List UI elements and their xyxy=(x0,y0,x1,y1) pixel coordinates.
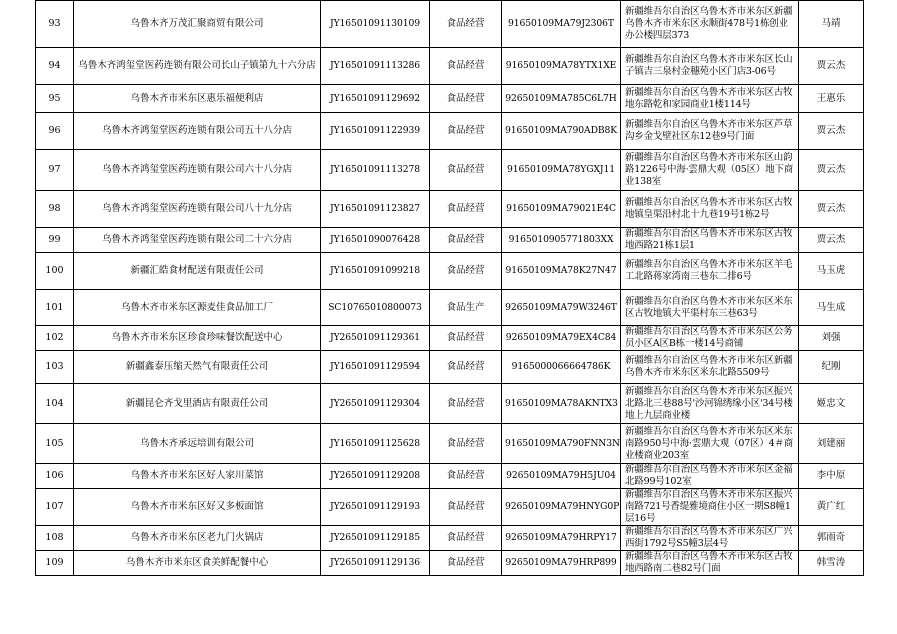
business-address-cell: 新疆维吾尔自治区乌鲁木齐市米东区芦草沟乡金戈壁社区东12巷9号门面 xyxy=(621,113,799,150)
business-category-cell: 食品经营 xyxy=(430,551,502,576)
license-number-cell: JY16501091130109 xyxy=(321,1,430,48)
entity-name-cell: 乌鲁木齐鸿玺堂医药连锁有限公司八十九分店 xyxy=(74,191,321,228)
business-category-cell: 食品经营 xyxy=(430,526,502,551)
licence-table xyxy=(35,0,864,576)
legal-representative-cell: 贾云杰 xyxy=(799,191,864,228)
table-row xyxy=(36,1,864,48)
business-address-cell: 新疆维吾尔自治区乌鲁木齐市米东区古牧地西路21栋1层1 xyxy=(621,228,799,253)
row-number-cell: 108 xyxy=(36,526,74,551)
license-number-cell: JY26501091129136 xyxy=(321,551,430,576)
business-address-cell: 新疆维吾尔自治区乌鲁木齐市米东区米东南路950号中海·雲鼎大观（07区）4＃商业楼商业203室 xyxy=(621,424,799,464)
business-category-cell: 食品经营 xyxy=(430,48,502,85)
entity-name-cell: 乌鲁木齐市米东区老九门火锅店 xyxy=(74,526,321,551)
credit-code-cell: 9165010905771803XX xyxy=(502,228,621,253)
legal-representative-cell: 郭雨奇 xyxy=(799,526,864,551)
business-address-cell: 新疆维吾尔自治区乌鲁木齐市米东区新疆乌鲁木齐市米东区永顺街478号1栋创业办公楼四层373 xyxy=(621,1,799,48)
license-number-cell: JY16501091122939 xyxy=(321,113,430,150)
business-address-cell: 新疆维吾尔自治区乌鲁木齐市米东区羊毛工北路蒋家湾南三巷东二排6号 xyxy=(621,253,799,290)
business-address-cell: 新疆维吾尔自治区乌鲁木齐市米东区振兴北路北三巷88号'沙河锦绣缘小区'34号楼地上九层商业楼 xyxy=(621,384,799,424)
credit-code-cell: 91650109MA790FNN3N xyxy=(502,424,621,464)
business-address-cell: 新疆维吾尔自治区乌鲁木齐市米东区古牧地镇皇渠沿村北十九巷19号1栋2号 xyxy=(621,191,799,228)
legal-representative-cell: 黄广红 xyxy=(799,489,864,526)
entity-name-cell: 乌鲁木齐鸿玺堂医药连锁有限公司二十六分店 xyxy=(74,228,321,253)
entity-name-cell: 乌鲁木齐鸿玺堂医药连锁有限公司六十八分店 xyxy=(74,150,321,191)
table-row xyxy=(36,253,864,290)
legal-representative-cell: 韩雪涛 xyxy=(799,551,864,576)
table-row xyxy=(36,191,864,228)
license-number-cell: JY26501091129185 xyxy=(321,526,430,551)
credit-code-cell: 92650109MA79HRPY17 xyxy=(502,526,621,551)
entity-name-cell: 乌鲁木齐市米东区惠乐福便利店 xyxy=(74,85,321,113)
row-number-cell: 106 xyxy=(36,464,74,489)
table-row xyxy=(36,290,864,326)
legal-representative-cell: 贾云杰 xyxy=(799,48,864,85)
table-row xyxy=(36,424,864,464)
credit-code-cell: 91650109MA78K27N47 xyxy=(502,253,621,290)
license-number-cell: JY16501091113278 xyxy=(321,150,430,191)
entity-name-cell: 乌鲁木齐市米东区食美鲜配餐中心 xyxy=(74,551,321,576)
business-category-cell: 食品经营 xyxy=(430,326,502,351)
legal-representative-cell: 刘强 xyxy=(799,326,864,351)
table-row xyxy=(36,551,864,576)
table-row xyxy=(36,48,864,85)
credit-code-cell: 92650109MA79W3246T xyxy=(502,290,621,326)
license-number-cell: JY16501091099218 xyxy=(321,253,430,290)
row-number-cell: 103 xyxy=(36,351,74,384)
credit-code-cell: 92650109MA79HRP899 xyxy=(502,551,621,576)
entity-name-cell: 乌鲁木齐市米东区珍食珍味餐饮配送中心 xyxy=(74,326,321,351)
license-number-cell: JY16501091113286 xyxy=(321,48,430,85)
business-category-cell: 食品经营 xyxy=(430,464,502,489)
row-number-cell: 93 xyxy=(36,1,74,48)
entity-name-cell: 新疆昆仑齐戈里酒店有限责任公司 xyxy=(74,384,321,424)
legal-representative-cell: 马玉虎 xyxy=(799,253,864,290)
credit-code-cell: 91650109MA79J2306T xyxy=(502,1,621,48)
row-number-cell: 97 xyxy=(36,150,74,191)
row-number-cell: 107 xyxy=(36,489,74,526)
legal-representative-cell: 纪刚 xyxy=(799,351,864,384)
entity-name-cell: 新疆鑫泰压缩天然气有限责任公司 xyxy=(74,351,321,384)
credit-code-cell: 91650109MA78YTX1XE xyxy=(502,48,621,85)
table-row xyxy=(36,489,864,526)
legal-representative-cell: 刘建丽 xyxy=(799,424,864,464)
credit-code-cell: 91650109MA78YGXJ11 xyxy=(502,150,621,191)
business-category-cell: 食品经营 xyxy=(430,253,502,290)
row-number-cell: 105 xyxy=(36,424,74,464)
legal-representative-cell: 王惠乐 xyxy=(799,85,864,113)
license-number-cell: JY16501091125628 xyxy=(321,424,430,464)
table-row xyxy=(36,326,864,351)
business-address-cell: 新疆维吾尔自治区乌鲁木齐市米东区米东区古牧地镇大平渠村东三巷63号 xyxy=(621,290,799,326)
legal-representative-cell: 李中原 xyxy=(799,464,864,489)
credit-code-cell: 91650109MA790ADB8K xyxy=(502,113,621,150)
legal-representative-cell: 贾云杰 xyxy=(799,113,864,150)
entity-name-cell: 乌鲁木齐万茂汇聚商贸有限公司 xyxy=(74,1,321,48)
license-number-cell: JY16501091129594 xyxy=(321,351,430,384)
row-number-cell: 94 xyxy=(36,48,74,85)
table-row xyxy=(36,526,864,551)
entity-name-cell: 乌鲁木齐市米东区好又多板面馆 xyxy=(74,489,321,526)
row-number-cell: 98 xyxy=(36,191,74,228)
license-number-cell: JY26501091129193 xyxy=(321,489,430,526)
license-number-cell: JY16501091129692 xyxy=(321,85,430,113)
business-category-cell: 食品经营 xyxy=(430,384,502,424)
business-address-cell: 新疆维吾尔自治区乌鲁木齐市米东区公务员小区A区B栋一楼14号商铺 xyxy=(621,326,799,351)
table-row xyxy=(36,384,864,424)
credit-code-cell: 92650109MA79H5JU04 xyxy=(502,464,621,489)
business-address-cell: 新疆维吾尔自治区乌鲁木齐市米东区广兴西街1792号S5幢3层4号 xyxy=(621,526,799,551)
business-category-cell: 食品生产 xyxy=(430,290,502,326)
table-body xyxy=(36,1,864,576)
entity-name-cell: 乌鲁木齐鸿玺堂医药连锁有限公司长山子镇第九十六分店 xyxy=(74,48,321,85)
legal-representative-cell: 贾云杰 xyxy=(799,228,864,253)
business-address-cell: 新疆维吾尔自治区乌鲁木齐市米东区山韵路1226号中海·雲鼎大观（05区）地下商业138室 xyxy=(621,150,799,191)
row-number-cell: 99 xyxy=(36,228,74,253)
entity-name-cell: 乌鲁木齐承远培训有限公司 xyxy=(74,424,321,464)
credit-code-cell: 92650109MA79HNYG0P xyxy=(502,489,621,526)
row-number-cell: 95 xyxy=(36,85,74,113)
credit-code-cell: 9165000066664786K xyxy=(502,351,621,384)
legal-representative-cell: 贾云杰 xyxy=(799,150,864,191)
license-number-cell: JY26501091129304 xyxy=(321,384,430,424)
business-category-cell: 食品经营 xyxy=(430,85,502,113)
business-address-cell: 新疆维吾尔自治区乌鲁木齐市米东区新疆乌鲁木齐市米东区米东北路5509号 xyxy=(621,351,799,384)
business-address-cell: 新疆维吾尔自治区乌鲁木齐市米东区金福北路99号102室 xyxy=(621,464,799,489)
business-category-cell: 食品经营 xyxy=(430,150,502,191)
legal-representative-cell: 姬忠文 xyxy=(799,384,864,424)
credit-code-cell: 91650109MA79021E4C xyxy=(502,191,621,228)
business-address-cell: 新疆维吾尔自治区乌鲁木齐市米东区长山子镇吉三泉村金穗苑小区门店3-06号 xyxy=(621,48,799,85)
license-number-cell: JY16501091123827 xyxy=(321,191,430,228)
license-number-cell: JY16501090076428 xyxy=(321,228,430,253)
license-number-cell: JY26501091129208 xyxy=(321,464,430,489)
business-address-cell: 新疆维吾尔自治区乌鲁木齐市米东区古牧地东路乾和家园商业1楼114号 xyxy=(621,85,799,113)
business-category-cell: 食品经营 xyxy=(430,351,502,384)
row-number-cell: 101 xyxy=(36,290,74,326)
license-number-cell: JY26501091129361 xyxy=(321,326,430,351)
row-number-cell: 104 xyxy=(36,384,74,424)
row-number-cell: 100 xyxy=(36,253,74,290)
table-row xyxy=(36,351,864,384)
row-number-cell: 109 xyxy=(36,551,74,576)
table-row xyxy=(36,150,864,191)
row-number-cell: 96 xyxy=(36,113,74,150)
row-number-cell: 102 xyxy=(36,326,74,351)
credit-code-cell: 92650109MA785C6L7H xyxy=(502,85,621,113)
business-category-cell: 食品经营 xyxy=(430,1,502,48)
table-row xyxy=(36,85,864,113)
credit-code-cell: 91650109MA78AKNTX3 xyxy=(502,384,621,424)
business-category-cell: 食品经营 xyxy=(430,424,502,464)
business-category-cell: 食品经营 xyxy=(430,489,502,526)
business-address-cell: 新疆维吾尔自治区乌鲁木齐市米东区古牧地西路南二巷82号门面 xyxy=(621,551,799,576)
credit-code-cell: 92650109MA79EX4C84 xyxy=(502,326,621,351)
legal-representative-cell: 马靖 xyxy=(799,1,864,48)
table-row xyxy=(36,113,864,150)
entity-name-cell: 乌鲁木齐市米东区源麦佳食品加工厂 xyxy=(74,290,321,326)
business-category-cell: 食品经营 xyxy=(430,228,502,253)
license-number-cell: SC10765010800073 xyxy=(321,290,430,326)
business-address-cell: 新疆维吾尔自治区乌鲁木齐市米东区振兴南路721号香缇雅境商住小区一期S8幢1层16号 xyxy=(621,489,799,526)
table-row xyxy=(36,464,864,489)
entity-name-cell: 新疆汇皓食材配送有限责任公司 xyxy=(74,253,321,290)
entity-name-cell: 乌鲁木齐市米东区好人家川菜馆 xyxy=(74,464,321,489)
business-category-cell: 食品经营 xyxy=(430,113,502,150)
table-row xyxy=(36,228,864,253)
business-category-cell: 食品经营 xyxy=(430,191,502,228)
entity-name-cell: 乌鲁木齐鸿玺堂医药连锁有限公司五十八分店 xyxy=(74,113,321,150)
legal-representative-cell: 马生成 xyxy=(799,290,864,326)
